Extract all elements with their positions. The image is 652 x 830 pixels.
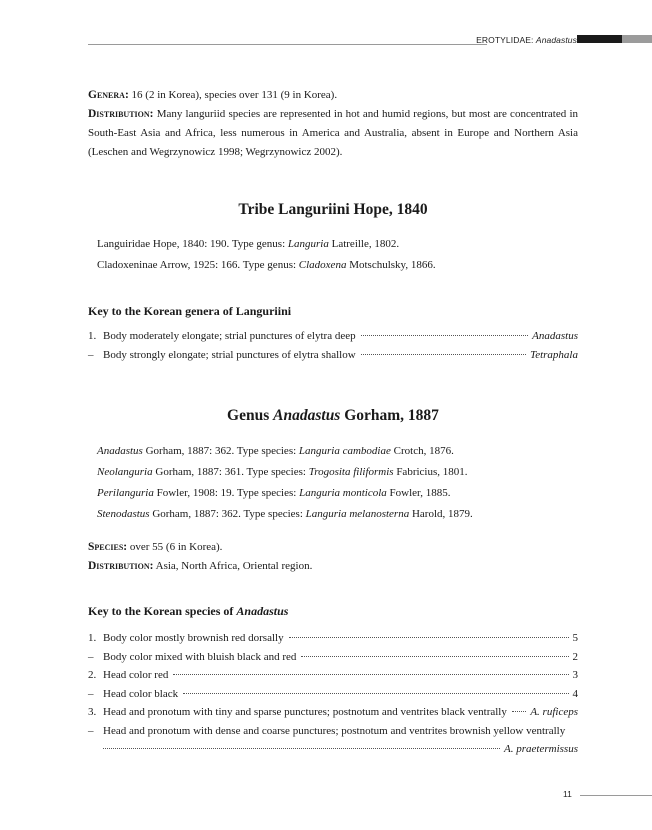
genera-label: Genera: [88,89,129,101]
key-row: A. praetermissus [88,743,578,762]
page-number: 11 [563,789,572,799]
genera-paragraph [88,86,578,105]
key-species [88,632,578,762]
key-genera-heading: Key to the Korean genera of Languriini [88,304,292,318]
tribe-synonyms [97,234,577,276]
key-row: 1. Body color mostly brownish red dorsally 5 [88,632,578,644]
header-bar-dark [577,35,622,43]
genus-heading: Genus Anadastus Gorham, 1887 [227,407,439,424]
key-row: – Body strongly elongate; strial punctures of elytra shallow Tetraphala [88,348,578,361]
header-rule [88,44,487,45]
running-header [88,34,652,46]
distribution-text-2: Asia, North Africa, Oriental region. [153,560,313,572]
species-paragraph [88,538,578,557]
footer-rule [580,795,652,796]
genus-synonym-2: Neolanguria Gorham, 1887: 361. Type species: Trogosita filiformis Fabricius, 1801. [97,466,468,478]
key-row: 3. Head and pronotum with tiny and sparse punctures; postnotum and ventrites black ventrally A. ruficeps [88,706,578,718]
genus-synonym-3: Perilanguria Fowler, 1908: 19. Type species: Languria monticola Fowler, 1885. [97,487,451,499]
key-genera [88,330,578,367]
key-row: 2. Head color red 3 [88,669,578,681]
key-species-heading: Key to the Korean species of Anadastus [88,604,289,618]
genera-text: 16 (2 in Korea), species over 131 (9 in Korea). [128,89,338,101]
species-text: over 55 (6 in Korea). [127,541,223,553]
key-row: – Body color mixed with bluish black and red 2 [88,650,578,663]
genus-synonyms [97,441,577,525]
distribution-text: Many languriid species are represented in hot and humid regions, but most are concentrated in South-East Asia and Africa, less numerous in America and Australia, absent in Europe and Northern Asia (Leschen and Wegrzynowicz 1998; Wegrzynowicz 2002). [88,108,578,158]
key-row: 1. Body moderately elongate; strial punctures of elytra deep Anadastus [88,330,578,342]
distribution-paragraph [88,105,578,162]
tribe-heading: Tribe Languriini Hope, 1840 [238,201,428,218]
distribution-label-2: Distribution: [88,560,154,572]
genus-synonym-1: Anadastus Gorham, 1887: 362. Type species: Languria cambodiae Crotch, 1876. [97,445,454,457]
key-row: – Head color black 4 [88,687,578,700]
header-bar-light [622,35,652,43]
tribe-synonym-2: Cladoxeninae Arrow, 1925: 166. Type genus: Cladoxena Motschulsky, 1866. [97,259,436,271]
key-row: – Head and pronotum with dense and coarse punctures; postnotum and ventrites brownish yellow ventrally [88,724,566,737]
running-title: EROTYLIDAE: Anadastus [476,35,577,45]
tribe-synonym-1: Languiridae Hope, 1840: 190. Type genus: Languria Latreille, 1802. [97,238,400,250]
species-label: Species: [88,541,128,553]
genus-synonym-4: Stenodastus Gorham, 1887: 362. Type species: Languria melanosterna Harold, 1879. [97,508,473,520]
distribution-label: Distribution: [88,108,154,120]
distribution-paragraph-2 [88,557,578,576]
